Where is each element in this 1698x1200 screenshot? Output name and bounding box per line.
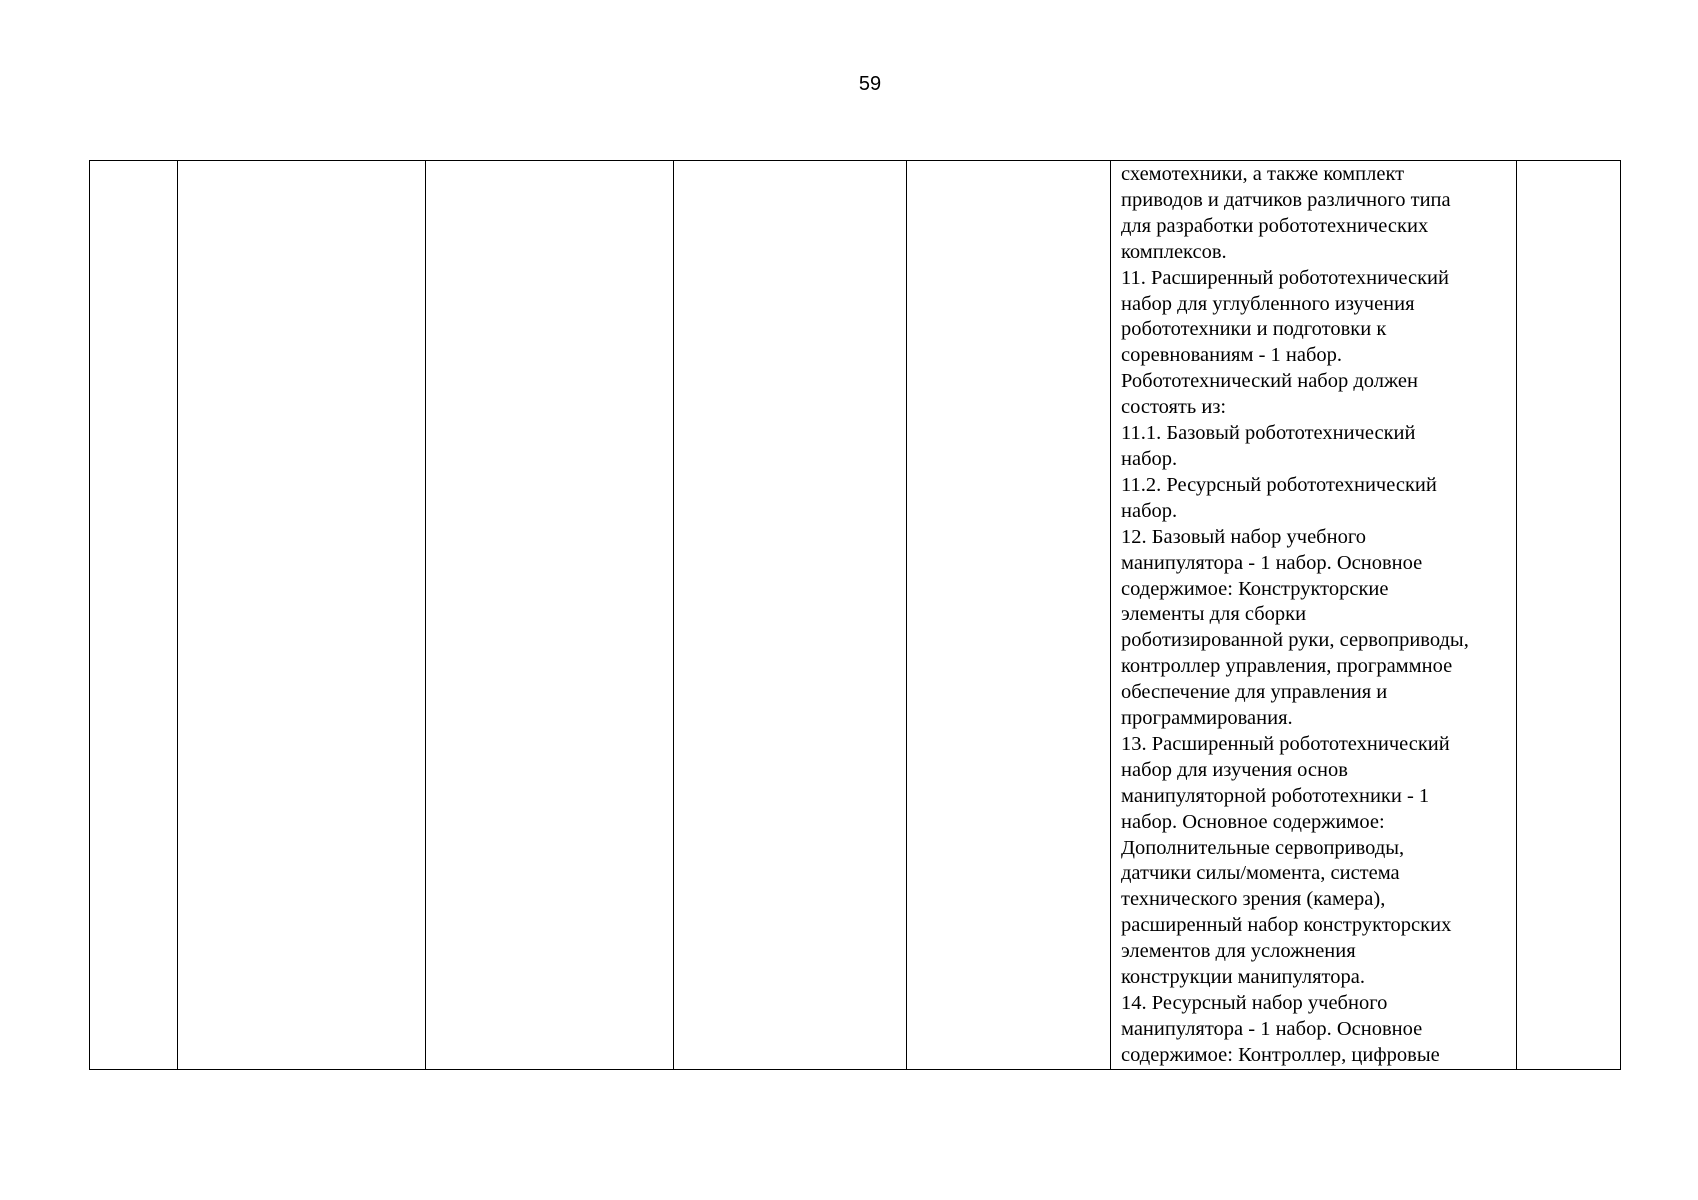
description-line: робототехники и подготовки к: [1121, 318, 1387, 341]
table-cell-2: [178, 161, 426, 1070]
description-line: манипулятора - 1 набор. Основное: [1121, 1017, 1423, 1040]
description-line: 12. Базовый набор учебного: [1121, 525, 1366, 548]
description-line: манипуляторной робототехники - 1: [1121, 784, 1430, 807]
table-cell-4: [674, 161, 907, 1070]
table-cell-7: [1517, 161, 1621, 1070]
table-cell-5: [907, 161, 1111, 1070]
table-cell-6: [1111, 161, 1517, 1070]
description-line: элементов для усложнения: [1121, 940, 1356, 963]
description-line: 11.2. Ресурсный робототехнический: [1121, 473, 1437, 496]
description-line: Дополнительные сервоприводы,: [1121, 836, 1405, 859]
description-line: содержимое: Контроллер, цифровые: [1121, 1043, 1440, 1066]
description-line: датчики силы/момента, система: [1121, 862, 1400, 885]
description-line: соревнованиям - 1 набор.: [1121, 344, 1343, 367]
page-number: 59: [858, 73, 882, 95]
description-line: контроллер управления, программное: [1121, 655, 1453, 678]
equipment-table: [89, 160, 1621, 1070]
description-line: содержимое: Конструкторские: [1121, 577, 1389, 600]
description-line: состоять из:: [1121, 396, 1227, 419]
description-line: схемотехники, а также комплект: [1121, 163, 1405, 185]
table-cell-3: [426, 161, 674, 1070]
description-line: комплексов.: [1121, 240, 1227, 263]
table-row: [90, 161, 1621, 1070]
description-line: программирования.: [1121, 707, 1293, 730]
description-line: конструкции манипулятора.: [1121, 966, 1365, 989]
description-line: приводов и датчиков различного типа: [1121, 188, 1451, 211]
description-line: расширенный набор конструкторских: [1121, 914, 1452, 937]
description-line: 11.1. Базовый робототехнический: [1121, 422, 1416, 445]
description-line: 11. Расширенный робототехнический: [1121, 266, 1449, 289]
description-line: роботизированной руки, сервоприводы,: [1121, 629, 1469, 652]
description-line: набор для углубленного изучения: [1121, 292, 1415, 315]
description-line: 14. Ресурсный набор учебного: [1121, 992, 1388, 1014]
description-line: набор.: [1121, 499, 1178, 522]
description-line: набор. Основное содержимое:: [1121, 810, 1385, 833]
table-cell-1: [90, 161, 178, 1070]
description-line: элементы для сборки: [1121, 603, 1307, 626]
equipment-description: [1111, 161, 1516, 1069]
description-line: Робототехнический набор должен: [1121, 370, 1418, 393]
description-line: 13. Расширенный робототехнический: [1121, 732, 1450, 755]
description-line: обеспечение для управления и: [1121, 681, 1388, 704]
description-line: для разработки робототехнических: [1121, 214, 1429, 237]
description-line: технического зрения (камера),: [1121, 888, 1386, 911]
description-line: набор для изучения основ: [1121, 758, 1348, 781]
description-line: манипулятора - 1 набор. Основное: [1121, 551, 1423, 574]
description-line: набор.: [1121, 447, 1178, 470]
